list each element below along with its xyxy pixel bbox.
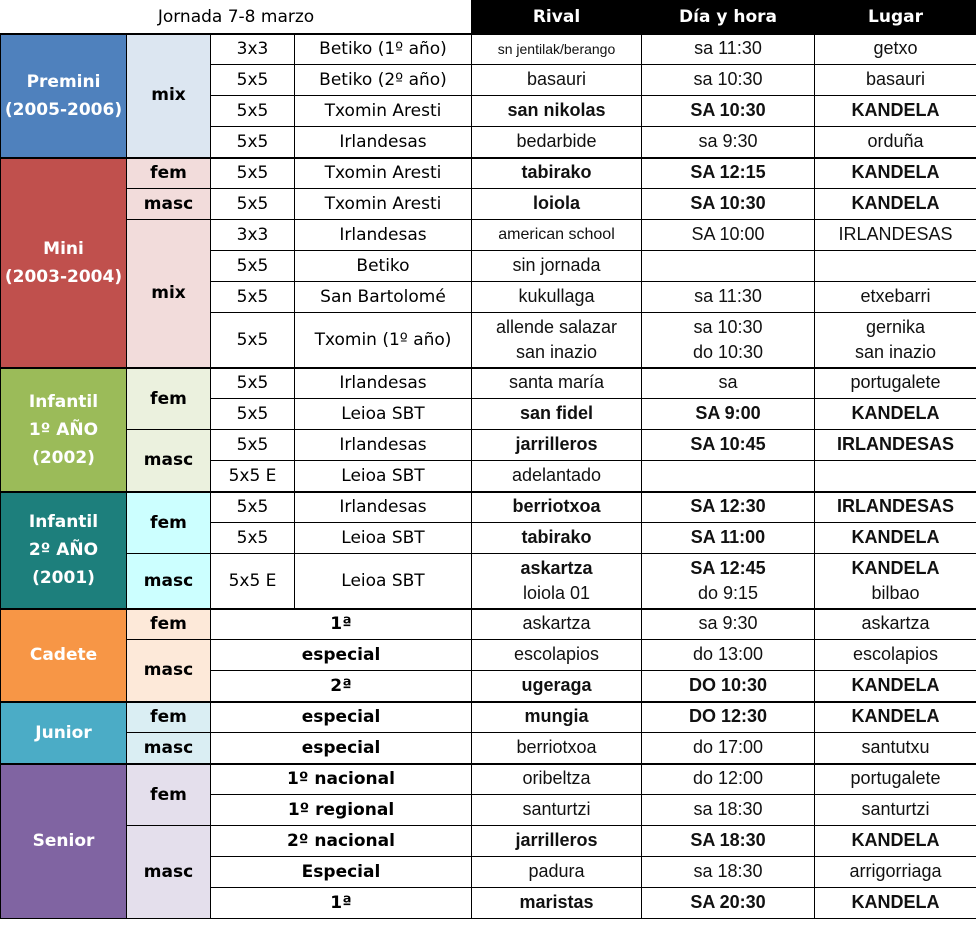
category-name: Premini bbox=[26, 71, 101, 92]
team-cell: Irlandesas bbox=[295, 368, 472, 399]
place-cell bbox=[815, 554, 976, 609]
team-cell: Leioa SBT bbox=[295, 554, 472, 609]
gender-mix: mix bbox=[127, 34, 211, 158]
day-cell: SA 18:30 bbox=[642, 826, 815, 857]
day-cell: SA 10:45 bbox=[642, 430, 815, 461]
gender-masc: masc bbox=[127, 733, 211, 764]
place-cell bbox=[815, 461, 976, 492]
day-cell: sa 11:30 bbox=[642, 282, 815, 313]
rival-cell: adelantado bbox=[472, 461, 642, 492]
rival-cell: jarrilleros bbox=[472, 826, 642, 857]
gender-masc: masc bbox=[127, 640, 211, 702]
rival-line: loiola 01 bbox=[522, 582, 591, 603]
level-cell: especial bbox=[211, 733, 472, 764]
team-cell: Irlandesas bbox=[295, 127, 472, 158]
rival-cell: berriotxoa bbox=[472, 492, 642, 523]
gender-fem: fem bbox=[127, 158, 211, 189]
rival-cell: askartza bbox=[472, 609, 642, 640]
rival-cell: jarrilleros bbox=[472, 430, 642, 461]
category-mini bbox=[1, 158, 127, 368]
place-line: bilbao bbox=[871, 582, 920, 603]
table-row bbox=[1, 189, 976, 220]
rival-cell: tabirako bbox=[472, 523, 642, 554]
rival-line: san inazio bbox=[515, 341, 598, 362]
gender-fem: fem bbox=[127, 609, 211, 640]
gender-masc: masc bbox=[127, 826, 211, 919]
rival-cell: loiola bbox=[472, 189, 642, 220]
team-cell: Irlandesas bbox=[295, 430, 472, 461]
place-cell: arrigorriaga bbox=[815, 857, 976, 888]
rival-cell: sn jentilak/berango bbox=[472, 34, 642, 65]
schedule-title: Jornada 7-8 marzo bbox=[1, 1, 472, 34]
gender-mix: mix bbox=[127, 220, 211, 368]
table-row bbox=[1, 764, 976, 795]
modo-cell: 5x5 bbox=[211, 523, 295, 554]
place-cell: KANDELA bbox=[815, 158, 976, 189]
category-infantil-1 bbox=[1, 368, 127, 492]
gender-fem: fem bbox=[127, 368, 211, 430]
modo-cell: 3x3 bbox=[211, 220, 295, 251]
modo-cell: 5x5 bbox=[211, 96, 295, 127]
day-cell: sa 18:30 bbox=[642, 857, 815, 888]
team-cell: Txomin (1º año) bbox=[295, 313, 472, 368]
day-cell: SA 10:00 bbox=[642, 220, 815, 251]
modo-cell: 3x3 bbox=[211, 34, 295, 65]
rival-cell: tabirako bbox=[472, 158, 642, 189]
place-cell: escolapios bbox=[815, 640, 976, 671]
table-row bbox=[1, 368, 976, 399]
modo-cell: 5x5 bbox=[211, 189, 295, 220]
day-line: do 9:15 bbox=[697, 582, 759, 603]
place-cell: KANDELA bbox=[815, 189, 976, 220]
day-line: SA 12:45 bbox=[690, 557, 766, 578]
table-row bbox=[1, 609, 976, 640]
team-cell: Txomin Aresti bbox=[295, 158, 472, 189]
day-cell bbox=[642, 554, 815, 609]
day-cell: sa 9:30 bbox=[642, 127, 815, 158]
modo-cell: 5x5 bbox=[211, 158, 295, 189]
header-row bbox=[1, 1, 976, 34]
category-years: (2005-2006) bbox=[4, 99, 123, 120]
place-cell: IRLANDESAS bbox=[815, 220, 976, 251]
place-cell: getxo bbox=[815, 34, 976, 65]
rival-line: askartza bbox=[520, 557, 593, 578]
table-row bbox=[1, 158, 976, 189]
day-cell: SA 12:15 bbox=[642, 158, 815, 189]
rival-cell: oribeltza bbox=[472, 764, 642, 795]
category-junior: Junior bbox=[1, 702, 127, 764]
rival-cell: santurtzi bbox=[472, 795, 642, 826]
gender-fem: fem bbox=[127, 492, 211, 554]
place-line: san inazio bbox=[854, 341, 937, 362]
category-level: 1º AÑO bbox=[28, 419, 99, 440]
team-cell: Irlandesas bbox=[295, 220, 472, 251]
rival-cell: san fidel bbox=[472, 399, 642, 430]
day-cell: sa 10:30 bbox=[642, 65, 815, 96]
team-cell: Betiko (1º año) bbox=[295, 34, 472, 65]
day-cell: SA 9:00 bbox=[642, 399, 815, 430]
rival-cell: mungia bbox=[472, 702, 642, 733]
day-cell: SA 11:00 bbox=[642, 523, 815, 554]
team-cell: Txomin Aresti bbox=[295, 96, 472, 127]
day-cell: DO 12:30 bbox=[642, 702, 815, 733]
gender-fem: fem bbox=[127, 764, 211, 826]
rival-cell: kukullaga bbox=[472, 282, 642, 313]
rival-cell: santa maría bbox=[472, 368, 642, 399]
level-cell: 2ª bbox=[211, 671, 472, 702]
place-line: KANDELA bbox=[851, 557, 940, 578]
day-cell bbox=[642, 313, 815, 368]
gender-fem: fem bbox=[127, 702, 211, 733]
modo-cell: 5x5 E bbox=[211, 554, 295, 609]
place-cell: KANDELA bbox=[815, 523, 976, 554]
place-cell: IRLANDESAS bbox=[815, 430, 976, 461]
rival-cell: sin jornada bbox=[472, 251, 642, 282]
gender-masc: masc bbox=[127, 554, 211, 609]
category-premini bbox=[1, 34, 127, 158]
day-cell: sa 18:30 bbox=[642, 795, 815, 826]
place-cell: santurtzi bbox=[815, 795, 976, 826]
modo-cell: 5x5 bbox=[211, 492, 295, 523]
level-cell: especial bbox=[211, 702, 472, 733]
table-row bbox=[1, 34, 976, 65]
place-cell: santutxu bbox=[815, 733, 976, 764]
rival-cell bbox=[472, 554, 642, 609]
table-row bbox=[1, 220, 976, 251]
place-cell: KANDELA bbox=[815, 96, 976, 127]
rival-cell: bedarbide bbox=[472, 127, 642, 158]
team-cell: Irlandesas bbox=[295, 492, 472, 523]
day-cell: sa bbox=[642, 368, 815, 399]
modo-cell: 5x5 bbox=[211, 430, 295, 461]
category-cadete: Cadete bbox=[1, 609, 127, 702]
table-row bbox=[1, 640, 976, 671]
place-cell: askartza bbox=[815, 609, 976, 640]
table-row bbox=[1, 702, 976, 733]
header-dia: Día y hora bbox=[642, 1, 815, 34]
place-cell bbox=[815, 313, 976, 368]
team-cell: Betiko bbox=[295, 251, 472, 282]
level-cell: Especial bbox=[211, 857, 472, 888]
rival-line: allende salazar bbox=[495, 316, 618, 337]
rival-cell bbox=[472, 313, 642, 368]
modo-cell: 5x5 bbox=[211, 368, 295, 399]
rival-cell: escolapios bbox=[472, 640, 642, 671]
team-cell: Betiko (2º año) bbox=[295, 65, 472, 96]
day-cell: do 17:00 bbox=[642, 733, 815, 764]
level-cell: 1ª bbox=[211, 609, 472, 640]
day-cell: SA 10:30 bbox=[642, 189, 815, 220]
table-row bbox=[1, 826, 976, 857]
modo-cell: 5x5 bbox=[211, 251, 295, 282]
category-name: Infantil bbox=[28, 512, 99, 532]
place-cell: portugalete bbox=[815, 764, 976, 795]
team-cell: Leioa SBT bbox=[295, 523, 472, 554]
level-cell: 2º nacional bbox=[211, 826, 472, 857]
category-years: (2003-2004) bbox=[4, 266, 123, 287]
place-cell: KANDELA bbox=[815, 826, 976, 857]
table-row bbox=[1, 733, 976, 764]
modo-cell: 5x5 E bbox=[211, 461, 295, 492]
day-cell: SA 12:30 bbox=[642, 492, 815, 523]
table-row bbox=[1, 492, 976, 523]
place-cell: IRLANDESAS bbox=[815, 492, 976, 523]
level-cell: especial bbox=[211, 640, 472, 671]
day-cell: DO 10:30 bbox=[642, 671, 815, 702]
category-years: (2001) bbox=[32, 568, 95, 588]
category-infantil-2 bbox=[1, 492, 127, 609]
team-cell: Leioa SBT bbox=[295, 461, 472, 492]
day-line: do 10:30 bbox=[692, 341, 764, 362]
level-cell: 1ª bbox=[211, 888, 472, 919]
rival-cell: maristas bbox=[472, 888, 642, 919]
place-cell: etxebarri bbox=[815, 282, 976, 313]
team-cell: San Bartolomé bbox=[295, 282, 472, 313]
category-level: 2º AÑO bbox=[28, 540, 99, 560]
modo-cell: 5x5 bbox=[211, 127, 295, 158]
modo-cell: 5x5 bbox=[211, 399, 295, 430]
level-cell: 1º regional bbox=[211, 795, 472, 826]
place-cell: KANDELA bbox=[815, 399, 976, 430]
team-cell: Txomin Aresti bbox=[295, 189, 472, 220]
place-cell: KANDELA bbox=[815, 888, 976, 919]
table-row bbox=[1, 554, 976, 609]
rival-cell: padura bbox=[472, 857, 642, 888]
modo-cell: 5x5 bbox=[211, 313, 295, 368]
header-lugar: Lugar bbox=[815, 1, 976, 34]
gender-masc: masc bbox=[127, 430, 211, 492]
day-cell bbox=[642, 461, 815, 492]
table-row bbox=[1, 430, 976, 461]
rival-cell: berriotxoa bbox=[472, 733, 642, 764]
place-cell: KANDELA bbox=[815, 702, 976, 733]
day-cell: do 13:00 bbox=[642, 640, 815, 671]
place-cell: orduña bbox=[815, 127, 976, 158]
day-line: sa 10:30 bbox=[693, 316, 763, 337]
category-senior: Senior bbox=[1, 764, 127, 919]
place-cell bbox=[815, 251, 976, 282]
place-line: gernika bbox=[865, 316, 926, 337]
category-name: Mini bbox=[43, 238, 84, 259]
team-cell: Leioa SBT bbox=[295, 399, 472, 430]
place-cell: KANDELA bbox=[815, 671, 976, 702]
rival-cell: american school bbox=[472, 220, 642, 251]
day-cell: do 12:00 bbox=[642, 764, 815, 795]
place-cell: portugalete bbox=[815, 368, 976, 399]
day-cell: sa 9:30 bbox=[642, 609, 815, 640]
modo-cell: 5x5 bbox=[211, 282, 295, 313]
day-cell: sa 11:30 bbox=[642, 34, 815, 65]
header-rival: Rival bbox=[472, 1, 642, 34]
gender-masc: masc bbox=[127, 189, 211, 220]
modo-cell: 5x5 bbox=[211, 65, 295, 96]
rival-cell: basauri bbox=[472, 65, 642, 96]
category-years: (2002) bbox=[32, 447, 95, 468]
rival-cell: ugeraga bbox=[472, 671, 642, 702]
category-name: Infantil bbox=[28, 391, 99, 412]
rival-cell: san nikolas bbox=[472, 96, 642, 127]
day-cell bbox=[642, 251, 815, 282]
day-cell: SA 10:30 bbox=[642, 96, 815, 127]
day-cell: SA 20:30 bbox=[642, 888, 815, 919]
place-cell: basauri bbox=[815, 65, 976, 96]
level-cell: 1º nacional bbox=[211, 764, 472, 795]
